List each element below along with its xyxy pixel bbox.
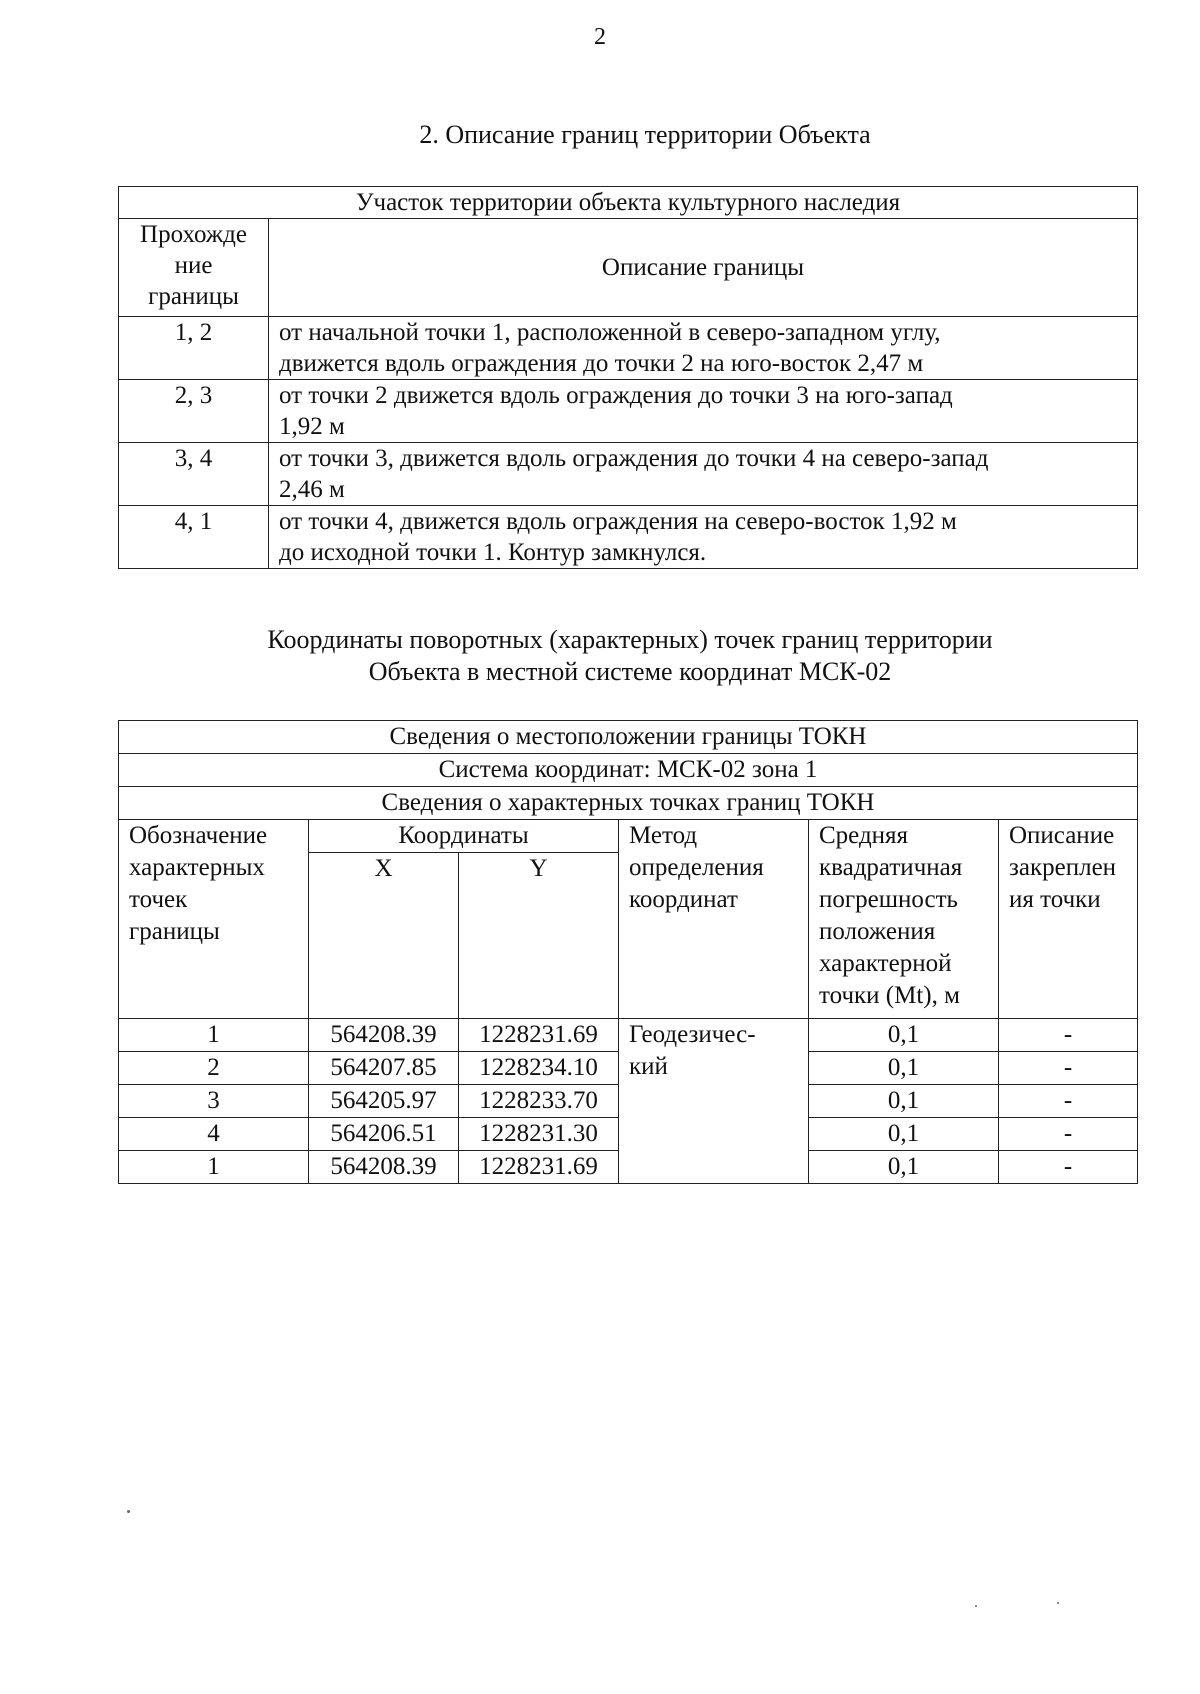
fixing-header: Описание закреплен ия точки xyxy=(999,820,1138,1019)
fixing-cell: - xyxy=(999,1019,1138,1052)
x-cell: 564205.97 xyxy=(309,1085,459,1118)
point-cell: 2 xyxy=(119,1052,309,1085)
coords-table xyxy=(118,720,1138,1184)
description-header: Описание границы xyxy=(269,219,1138,317)
description-cell: от точки 4, движется вдоль ограждения на северо-восток 1,92 м до исходной точки 1. Контур замкнулся. xyxy=(269,506,1138,569)
error-cell: 0,1 xyxy=(809,1019,999,1052)
segment-cell: 4, 1 xyxy=(119,506,269,569)
error-cell: 0,1 xyxy=(809,1052,999,1085)
point-cell: 3 xyxy=(119,1085,309,1118)
coords-header: Координаты xyxy=(309,820,619,853)
x-cell: 564207.85 xyxy=(309,1052,459,1085)
description-cell: от начальной точки 1, расположенной в северо-западном углу, движется вдоль ограждения до точки 2 на юго-восток 2,47 м xyxy=(269,317,1138,380)
point-cell: 4 xyxy=(119,1118,309,1151)
y-cell: 1228231.30 xyxy=(459,1118,619,1151)
scan-speck xyxy=(127,1510,130,1513)
coords-points-caption: Сведения о характерных точках границ ТОКН xyxy=(119,787,1138,820)
fixing-cell: - xyxy=(999,1085,1138,1118)
scan-speck xyxy=(975,1605,977,1607)
boundary-table-caption: Участок территории объекта культурного наследия xyxy=(119,187,1138,219)
point-header: Обозначение характерных точек границы xyxy=(119,820,309,1019)
point-cell: 1 xyxy=(119,1019,309,1052)
y-cell: 1228231.69 xyxy=(459,1151,619,1184)
y-header: Y xyxy=(459,853,619,1019)
y-cell: 1228231.69 xyxy=(459,1019,619,1052)
scan-speck xyxy=(1057,1602,1059,1604)
description-cell: от точки 3, движется вдоль ограждения до точки 4 на северо-запад 2,46 м xyxy=(269,443,1138,506)
error-cell: 0,1 xyxy=(809,1118,999,1151)
table-row xyxy=(119,1019,1138,1052)
x-cell: 564208.39 xyxy=(309,1151,459,1184)
method-cell: Геодезичес- кий xyxy=(619,1019,809,1184)
method-header: Метод определения координат xyxy=(619,820,809,1019)
error-cell: 0,1 xyxy=(809,1085,999,1118)
error-header: Средняя квадратичная погрешность положения характерной точки (Mt), м xyxy=(809,820,999,1019)
x-cell: 564206.51 xyxy=(309,1118,459,1151)
x-cell: 564208.39 xyxy=(309,1019,459,1052)
coords-system: Система координат: МСК-02 зона 1 xyxy=(119,754,1138,787)
coords-title: Координаты поворотных (характерных) точек границ территории Объекта в местной системе координат МСК-02 xyxy=(267,625,993,686)
table-row xyxy=(119,443,1138,506)
segment-cell: 3, 4 xyxy=(119,443,269,506)
description-cell: от точки 2 движется вдоль ограждения до точки 3 на юго-запад 1,92 м xyxy=(269,380,1138,443)
table-row xyxy=(119,380,1138,443)
coords-caption: Сведения о местоположении границы ТОКН xyxy=(119,721,1138,754)
point-cell: 1 xyxy=(119,1151,309,1184)
x-header: X xyxy=(309,853,459,1019)
segment-cell: 2, 3 xyxy=(119,380,269,443)
segment-header: Прохожде ние границы xyxy=(119,219,269,317)
fixing-cell: - xyxy=(999,1052,1138,1085)
page-number: 2 xyxy=(594,24,606,50)
segment-cell: 1, 2 xyxy=(119,317,269,380)
table-row xyxy=(119,317,1138,380)
y-cell: 1228233.70 xyxy=(459,1085,619,1118)
table-row xyxy=(119,506,1138,569)
error-cell: 0,1 xyxy=(809,1151,999,1184)
boundary-table xyxy=(118,186,1138,569)
y-cell: 1228234.10 xyxy=(459,1052,619,1085)
fixing-cell: - xyxy=(999,1151,1138,1184)
section-title: 2. Описание границ территории Объекта xyxy=(419,120,871,149)
fixing-cell: - xyxy=(999,1118,1138,1151)
